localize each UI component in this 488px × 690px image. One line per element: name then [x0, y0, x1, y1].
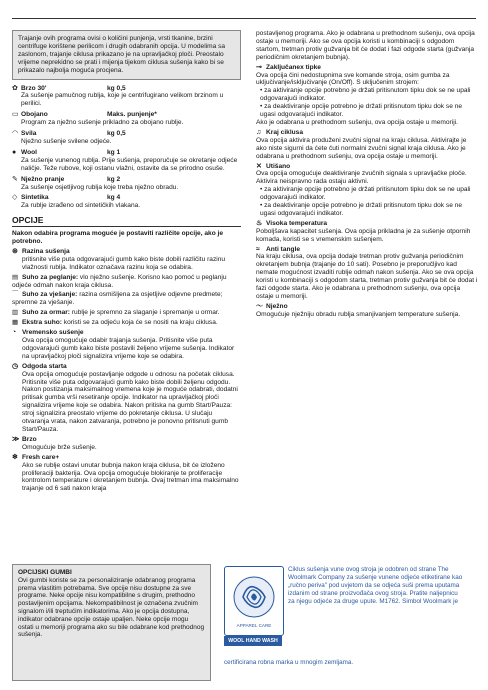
program-header — [12, 176, 241, 184]
program-description: Program za nježno sušenje prikladno za obojano rublje. — [21, 119, 184, 127]
program-icon: ✎ — [12, 175, 18, 183]
option-entry — [256, 163, 478, 218]
option-body: Ako se rublje ostavi unutar bubnja nakon kraja ciklusa, bit će izloženo proliferaciji bakterija. Ova opcija omogućuje blokiranje te proliferacije kontrolom temperature i okretanjem bubnja. Ovaj tretman ima maksimalno trajanje od 6 sati nakon kraja — [22, 461, 239, 493]
woolmark-banner: WOOL HAND WASH SAFE — [224, 636, 282, 646]
program-header — [12, 85, 241, 93]
option-entry — [12, 363, 241, 434]
option-body: Omogućuje nježniju obradu rublja smanjivanjem temperature sušenja. — [256, 310, 461, 318]
program-header — [12, 194, 241, 202]
program-description: Za sušenje vunenog rublja. Prije sušenja, preporučuje se okretanje odjeće naličje. Teže rubove, koji ostanu vlažni, ostavite da se prirodno osuše. — [21, 156, 238, 172]
program-entry — [12, 149, 241, 173]
option-bullet: • za deaktiviranje opcije potrebno je držati pritisnutom tipku dok se ne ugasi odgovarajući indikator. — [260, 103, 463, 119]
opcije-intro: Nakon odabira programa moguće je postaviti različite opcije, ako je potrebno. — [12, 230, 224, 246]
option-body: rublje je spremno za slaganje i spremanje u ormar. — [71, 309, 220, 317]
option-title: Anti tangle — [266, 245, 301, 253]
option-icon: ⊸ — [256, 63, 262, 71]
option-entry — [12, 454, 241, 494]
option-entry — [12, 248, 241, 272]
option-title: Visoka temperatura — [266, 219, 328, 227]
option-entry — [256, 220, 478, 244]
option-header — [12, 363, 241, 371]
option-title: Razina sušenja — [22, 247, 70, 255]
program-name: Brzo 30' — [21, 84, 47, 92]
option-icon: ✕ — [256, 162, 262, 170]
program-header — [12, 111, 241, 119]
option-entry — [256, 303, 478, 319]
program-entry — [12, 130, 241, 146]
option-entry — [12, 274, 241, 290]
option-body: Na kraju ciklusa, ova opcija dodaje tretman protiv gužvanja periodičnim okretanjem bubnja (trajanje do 10 sati). Posebno je preporučljivo kad nemate mogućnost izvaditi rublje odmah nakon sušenja. Ako se ova opcija koristi u kombinaciji s odgodom starta, tretman protiv gužvanja bit će dodat i fazi odgode starta. Ako je odabrana u prethodnom sušenju, ova opcija ostaje u memoriji. — [256, 253, 478, 300]
option-buttons-title: OPCIJSKI GUMBI — [18, 569, 72, 576]
option-title: Nježno — [266, 302, 288, 310]
program-load: Maks. punjenje* — [107, 111, 157, 119]
program-name: Obojano — [21, 111, 48, 119]
program-description: Za sušenje osjetljivog rublja koje treba nježno obradu. — [21, 183, 179, 191]
option-icon: ⌒ — [12, 291, 19, 299]
program-entry — [12, 194, 241, 210]
option-body: koristi se za odjeću koja će se nositi na kraju ciklusa. — [63, 319, 218, 327]
program-icon: ● — [12, 148, 17, 156]
option-header — [256, 220, 478, 228]
option-entry — [12, 291, 241, 307]
program-load: kg 0,5 — [107, 84, 126, 92]
option-title: Suho za vješanje: — [22, 291, 78, 299]
option-body: Omogućuje brže sušenje. — [22, 443, 97, 451]
program-name: Wool — [21, 148, 37, 156]
woolmark-section — [224, 566, 472, 681]
program-icon: ✿ — [12, 84, 18, 92]
option-header — [12, 329, 241, 337]
option-title: Fresh care+ — [22, 453, 60, 461]
options-left-list — [12, 248, 241, 493]
option-entry — [12, 309, 241, 317]
woolmark-logo — [224, 566, 284, 636]
option-body: Pobolјšava kapacitet sušenja. Ova opcija prikladna je za sušenje otpornih komada, koristi se s vremenskim sušenjem. — [256, 227, 471, 243]
program-description: Za rublje izrađeno od sintetičkih vlakana. — [21, 202, 141, 210]
option-body: razina osmišljena za osjetljive odjevne predmete; spremne za vješanje. — [12, 291, 223, 307]
left-column — [12, 30, 241, 495]
anti-tangle-continuation: postavljenog programa. Ako je odabrana u prethodnom sušenju, ova opcija ostaje u memoriji. Ako se ova opcija koristi u kombinaciji s odgodom startom, tretman protiv gužvanja bit će dodat i fazi odgode starta (gužvanja periodičnim okretanjem bubnja). — [256, 30, 475, 61]
duration-note-box — [12, 30, 241, 80]
option-title: Zaključanex tipke — [266, 63, 321, 71]
option-header — [12, 436, 241, 444]
program-entry — [12, 176, 241, 192]
option-title: Kraj ciklusa — [266, 128, 304, 136]
program-header — [12, 130, 241, 138]
woolmark-text: Ciklus sušenja vune ovog stroja je odobren od strane The Woolmark Company za sušenje vunene odjeće etiketirane kao „ručno periva" pod uvjetom da se odjeća suši prema uputama izdanim od strane proizvođača ovog stroja. Pratite naljepnicu za njegu odjeće za druge upute. M1762. Simbol Woolmark je — [288, 566, 463, 605]
option-header — [256, 246, 478, 254]
program-icon: ◇ — [12, 194, 18, 202]
option-inline — [12, 291, 241, 307]
option-body: Ova opcija aktivira produženi zvučni signal na kraju ciklusa. Aktivirajte je ako niste sigurni da ćete čuti normalni zvučni signal kraja ciklusa. Ako je odabrana u prethodnom sušenju, ova opcija ostaje u memoriji. — [256, 136, 467, 160]
option-title: Utišano — [266, 162, 291, 170]
option-bullet: • za aktiviranje opcije potrebno je držati pritisnutom tipku dok se ne upali odgovarajući indikator. — [260, 87, 471, 103]
option-icon: ≈ — [256, 245, 260, 253]
program-description: Za sušenje pamučnog rublja, koje je centrifugirano velikom brzinom u perilici. — [21, 92, 224, 108]
option-title: Odgoda starta — [22, 362, 67, 370]
program-entry — [12, 85, 241, 109]
option-inline — [12, 319, 241, 327]
right-column — [256, 30, 478, 321]
program-load: kg 4 — [107, 194, 121, 202]
woolmark-sub: APPAREL CARE — [236, 623, 272, 628]
option-entry — [12, 319, 241, 327]
option-icon: ▤ — [12, 273, 19, 281]
option-icon: ♨ — [256, 219, 263, 227]
program-load: kg 2 — [107, 175, 121, 183]
top-rule — [12, 18, 476, 19]
option-title: Brzo — [22, 435, 37, 443]
program-load: kg 0,5 — [107, 130, 126, 138]
program-list — [12, 85, 241, 211]
option-icon: ▦ — [12, 319, 19, 327]
option-header — [256, 303, 478, 311]
options-right-list — [256, 64, 478, 319]
option-header — [12, 248, 241, 256]
option-memory-note: Ako je odabrana u prethodnom sušenju, ova opcija ostaje u memoriji. — [256, 118, 458, 126]
option-title: Suho za peglanje: — [22, 273, 79, 281]
option-icon: ▥ — [12, 309, 19, 317]
option-icon: 〜 — [256, 302, 263, 310]
program-name: Nježno pranje — [21, 175, 65, 183]
option-body: Ova opcija omogućuje deaktiviranje zvučnih signala s upravljačke ploče. Aktivira neispravno rada ostaju aktivni. — [256, 170, 467, 186]
woolmark-footer: certificirana robna marka u mnogim zemljama. — [224, 659, 354, 666]
option-entry — [256, 129, 478, 161]
option-title: Suho za ormar: — [22, 309, 70, 317]
option-header — [256, 64, 478, 72]
option-icon: ❄ — [12, 453, 18, 461]
option-icon: ◔ — [12, 329, 17, 337]
option-header — [256, 129, 478, 137]
opcije-heading: OPCIJE — [12, 217, 241, 227]
option-entry — [256, 64, 478, 127]
option-entry — [12, 436, 241, 452]
program-entry — [12, 111, 241, 127]
option-buttons-box — [12, 564, 211, 681]
option-icon: ◷ — [12, 362, 19, 370]
option-bullet: • za deaktiviranje opcije potrebno je držati pritisnutom tipku dok se ne ugasi odgovarajući indikator. — [260, 202, 463, 217]
option-bullet: • za aktiviranje opcije potrebno je držati pritisnutom tipku dok se ne upali odgovarajući indikator. — [260, 186, 471, 202]
option-inline — [12, 274, 241, 290]
option-entry — [256, 246, 478, 301]
option-title: Vremensko sušenje — [22, 329, 84, 337]
program-name: Sintetika — [21, 194, 49, 202]
option-body: Ova opcija čini nedostupnima sve komande stroja, osim gumba za uključivanje/isključivanje (On/Off). S uključenim strojem: — [256, 71, 450, 87]
program-icon: ◠ — [12, 130, 19, 138]
program-icon: ▭ — [12, 111, 19, 119]
program-description: Nježno sušenje svilene odjeće. — [21, 137, 112, 145]
option-header — [256, 163, 478, 171]
option-icon: ♫ — [256, 128, 262, 136]
option-body: Ova opcija omogućuje odabir trajanja sušenja. Pritisnite više puta odgovarajući gumb kako biste postavili željeno vrijeme sušenja. Indikator na upravljačkoj ploči signalizira vrijeme koje se odabira. — [22, 337, 235, 360]
option-buttons-text: Ovi gumbi koriste se za personaliziranje odabranog programa prema vlastitim potrebama. Sve opcije nisu dostupne za sve programe. Neke opcije nisu kompatibilne s drugim, prethodno postavljenim opcijama. Nekompatibilnost je označena zvučnim signalom i/ili treptućim indikatorima. Ako je opcija dostupna, indikator odabrane opcije ostaje upaljen. Neke opcije mogu ostati u memoriji programa ako su bile odabrane kod prethodnog sušenja. — [18, 576, 205, 639]
option-icon: ≫ — [12, 435, 20, 443]
option-entry — [12, 329, 241, 361]
woolmark-icon — [225, 567, 283, 635]
option-header — [12, 454, 241, 462]
option-icon: ⊛ — [12, 247, 18, 255]
option-body: Ova opcija omogućuje postavljanje odgode u odnosu na početak ciklusa. Pritisnite više puta odgovarajući gumb kako biste dobili željenu odgodu. Nakon postizanja maksimalnog vremena koje je moguće odabrati, dodatni pritisak gumba vrši resetiranje opcije. Indikator na upravljačkoj ploči signalizira vrijeme koje se odabira. Nakon pritiska na gumb Start/Pauza: stroj signalizira preostalo vrijeme do pokretanje ciklusa. U slučaju otvaranja vrata, nakon zatvaranja, potrebno je ponovno pritisnuti gumb Start/Pauza. — [22, 370, 238, 433]
program-load: kg 1 — [107, 148, 121, 156]
option-title: Ekstra suho: — [22, 319, 62, 327]
option-inline — [12, 309, 241, 317]
option-body: vlo nježno sušenje. Korisno kao pomoć u peglanju odjeće odmah nakon kraja ciklusa. — [12, 273, 227, 289]
option-body: pritisnite više puta odgovarajući gumb kako biste dobili različitu razinu vlažnosti rublja. Indikator označava razinu koja se odabira. — [22, 255, 226, 271]
program-header — [12, 149, 241, 157]
program-name: Svila — [21, 130, 37, 138]
duration-note-text: Trajanje ovih programa ovisi o količini punjenja, vrsti tkanine, brzini centrifuge korištene perilicom i drugih odabranih opcija. U modelima sa zaslonom, trajanje ciklusa prikazano je na upravljačkoj ploči. Preostalo vrijeme neprekidno se prati i mijenja tijekom ciklusa sušenja kako bi se prikazalo najbolja moguća procjena. — [18, 35, 226, 74]
